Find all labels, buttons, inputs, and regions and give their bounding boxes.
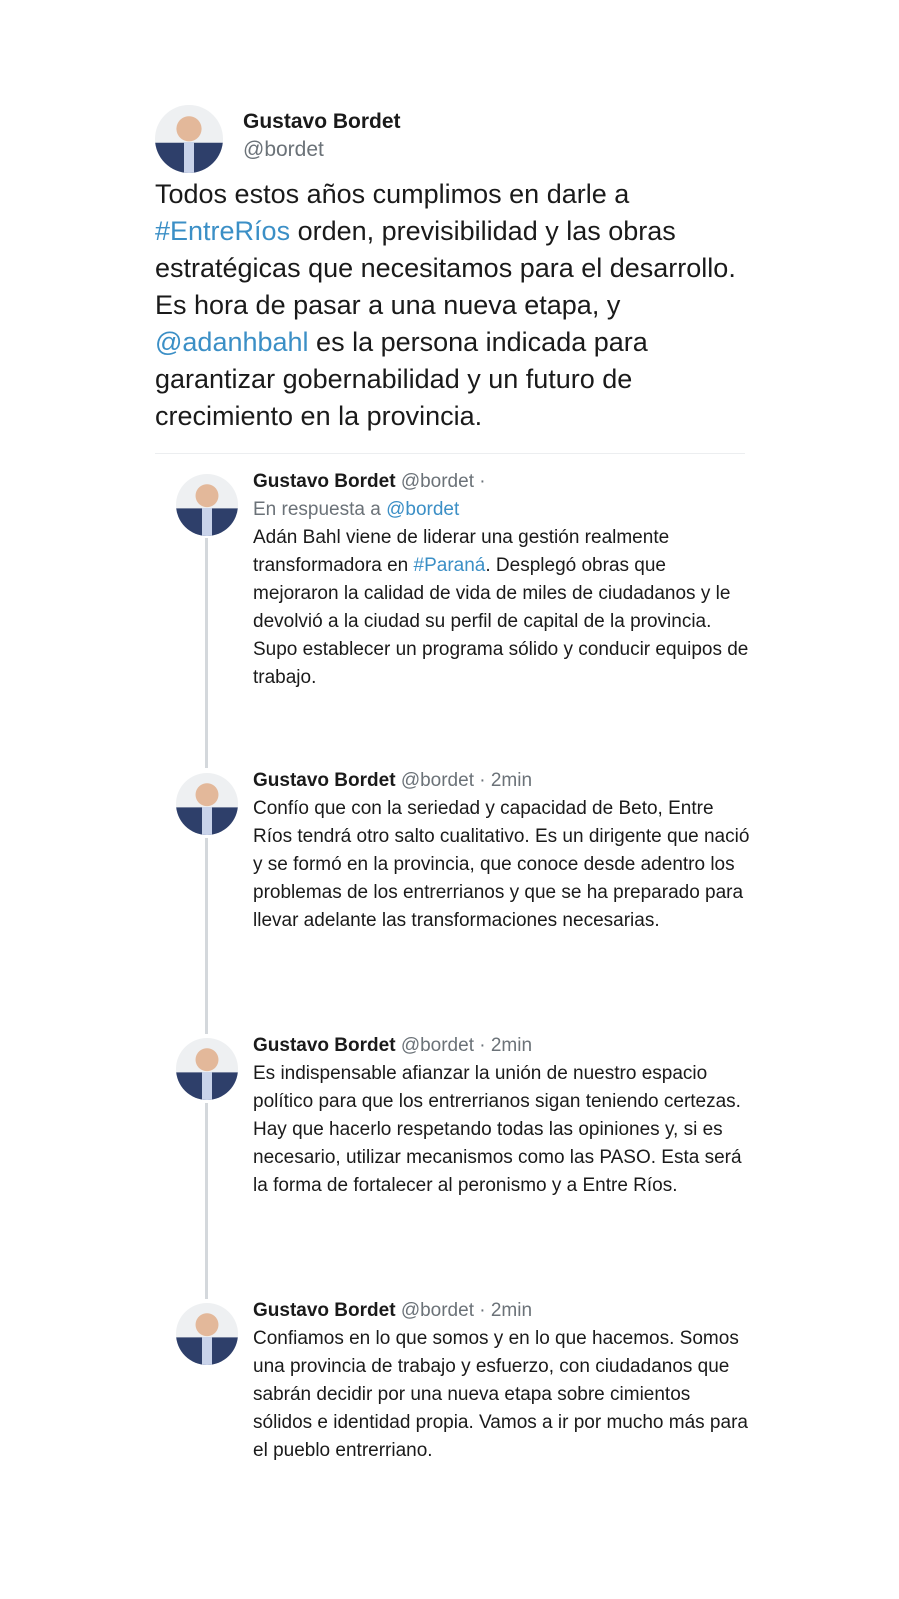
tweet-meta: @bordet · — [400, 471, 486, 492]
author-name[interactable]: Gustavo Bordet — [243, 110, 401, 133]
hashtag-link[interactable]: #Paraná — [413, 555, 486, 576]
main-tweet-text — [155, 176, 755, 435]
reply-context — [253, 496, 753, 524]
avatar[interactable] — [155, 105, 223, 173]
tweet-text — [253, 524, 753, 692]
divider — [155, 453, 745, 454]
mention-link[interactable]: @adanhbahl — [155, 327, 309, 357]
tweet-text: Es indispensable afianzar la unión de nuestro espacio político para que los entrerrianos sigan teniendo certezas. Hay que hacerlo respetando todas las opiniones y, si es necesario, utilizar mecanismos como las PASO. Esta será la forma de fortalecer al peronismo y a Entre Ríos. — [253, 1063, 742, 1196]
avatar[interactable] — [176, 1038, 238, 1100]
author-name[interactable]: Gustavo Bordet — [253, 471, 396, 492]
author-name[interactable]: Gustavo Bordet — [253, 1300, 396, 1321]
reply-tweet — [253, 1032, 753, 1200]
reply-tweet — [253, 767, 753, 935]
reply-tweet — [253, 468, 753, 692]
text: Adán Bahl viene de liderar una gestión realmente transformadora en — [253, 527, 670, 576]
avatar[interactable] — [176, 1303, 238, 1365]
reply-tweet — [253, 1297, 753, 1465]
reply-prefix: En respuesta a — [253, 499, 387, 520]
tweet-meta: @bordet · 2min — [400, 1300, 533, 1321]
thread-line — [205, 838, 208, 1034]
author-name[interactable]: Gustavo Bordet — [253, 1035, 396, 1056]
tweet-text: Confío que con la seriedad y capacidad de Beto, Entre Ríos tendrá otro salto cualitativo. Es un dirigente que nació y se formó en la provincia, que conoce desde adentro los problemas de los entrerrianos y que se ha preparado para llevar adelante las transformaciones necesarias. — [253, 798, 750, 931]
hashtag-link[interactable]: #EntreRíos — [155, 216, 291, 246]
text: orden, previsibilidad y las obras estratégicas que necesitamos para el desarrollo. Es hora de pasar a una nueva etapa, y — [155, 216, 736, 320]
thread-line — [205, 1103, 208, 1299]
author-name[interactable]: Gustavo Bordet — [253, 770, 396, 791]
author-handle[interactable]: @bordet — [243, 138, 324, 161]
text: . Desplegó obras que mejoraron la calidad de vida de miles de ciudadanos y le devolvió a la ciudad su perfil de capital de la provincia. Supo establecer un programa sólido y conducir equipos de trabajo. — [253, 555, 749, 688]
avatar[interactable] — [176, 474, 238, 536]
tweet-meta: @bordet · 2min — [400, 1035, 533, 1056]
thread-line — [205, 538, 208, 768]
tweet-meta: @bordet · 2min — [400, 770, 533, 791]
mention-link[interactable]: @bordet — [386, 499, 460, 520]
avatar[interactable] — [176, 773, 238, 835]
tweet-text: Confiamos en lo que somos y en lo que hacemos. Somos una provincia de trabajo y esfuerzo, con ciudadanos que sabrán decidir por una nueva etapa sobre cimientos sólidos e identidad propia. Vamos a ir por mucho más para el pueblo entrerriano. — [253, 1328, 748, 1461]
text: es la persona indicada para garantizar gobernabilidad y un futuro de crecimiento en la provincia. — [155, 327, 648, 431]
text: Todos estos años cumplimos en darle a — [155, 179, 630, 209]
